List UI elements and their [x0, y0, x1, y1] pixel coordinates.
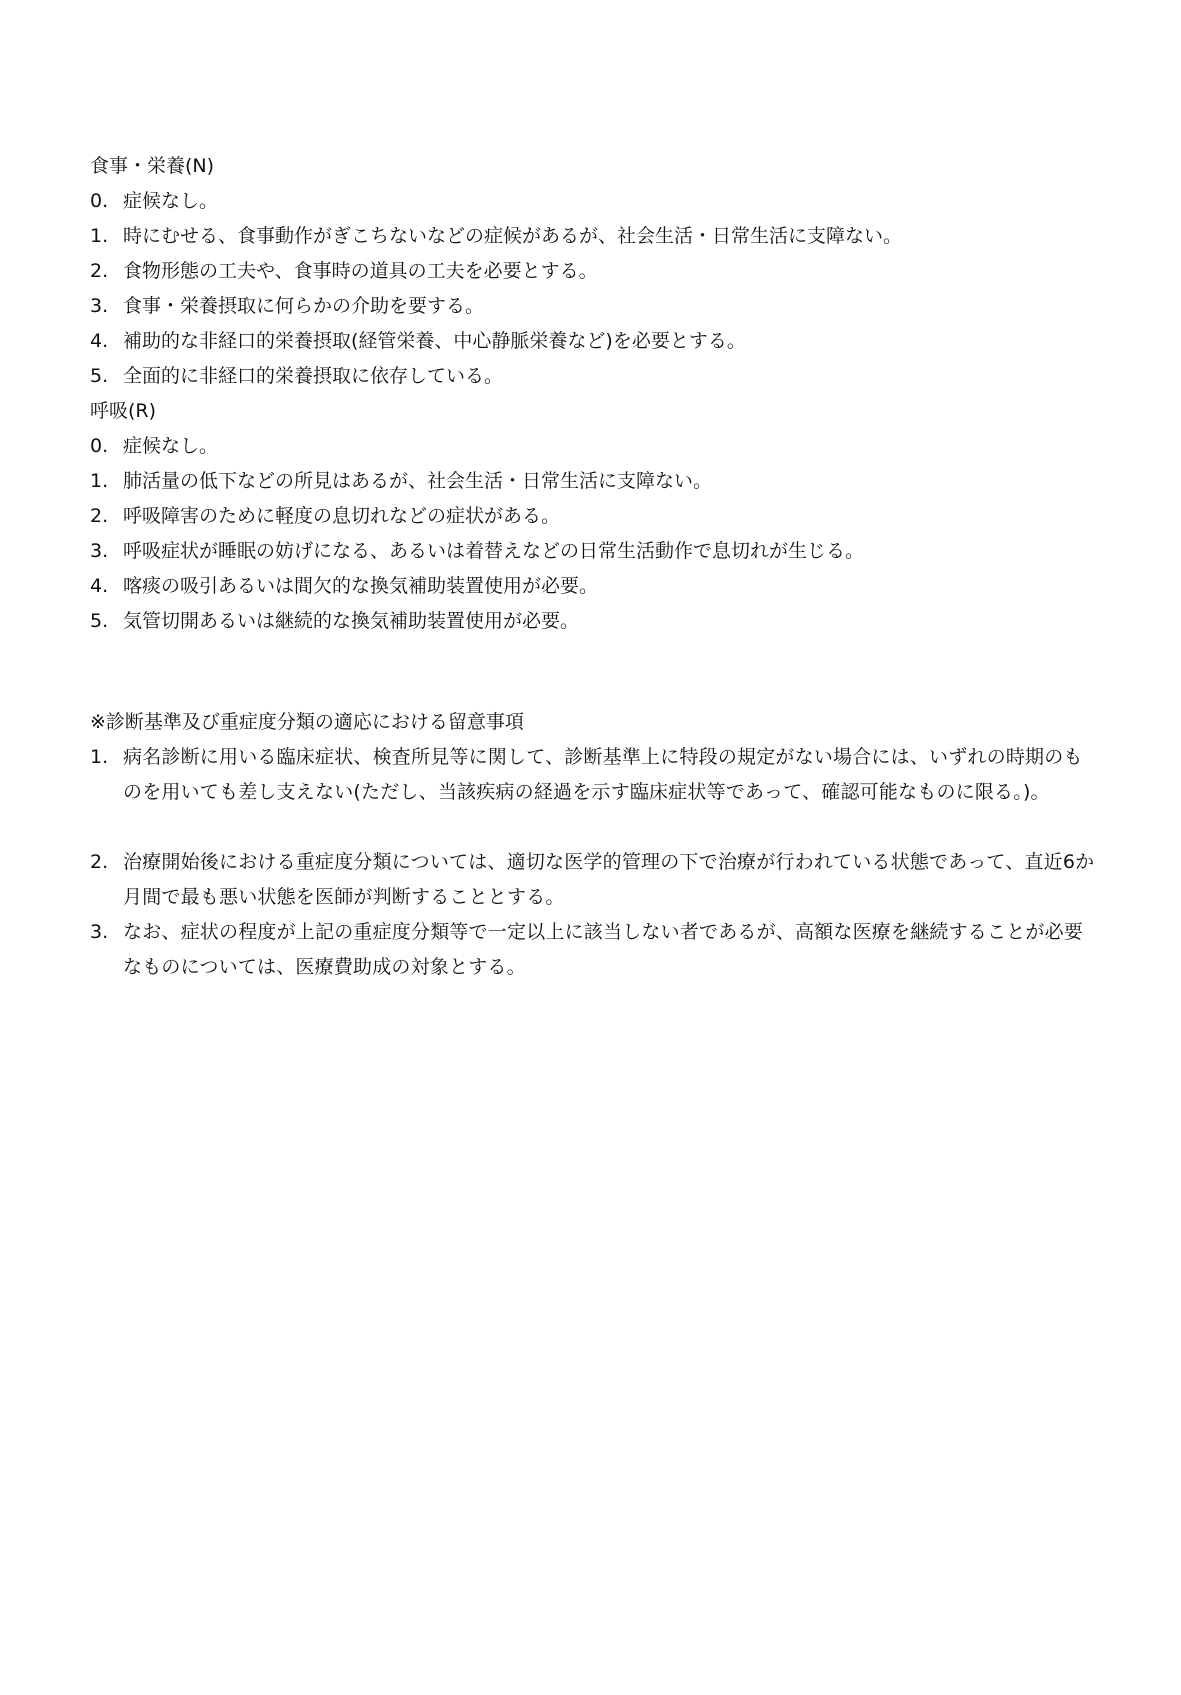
- item-number: 2.: [90, 260, 109, 282]
- item-text: 呼吸障害のために軽度の息切れなどの症状がある。: [123, 505, 561, 527]
- respiration-heading: 呼吸(R): [90, 400, 157, 422]
- nutrition-heading: 食事・栄養(N): [90, 155, 215, 177]
- nutrition-item-4: [90, 329, 746, 353]
- item-text: 喀痰の吸引あるいは間欠的な換気補助装置使用が必要。: [123, 575, 599, 597]
- item-text: 食物形態の工夫や、食事時の道具の工夫を必要とする。: [123, 260, 598, 282]
- item-text: 症候なし。: [123, 435, 219, 457]
- item-number: 0.: [90, 190, 109, 212]
- respiration-item-3: [90, 539, 864, 563]
- item-text: 補助的な非経口的栄養摂取(経管栄養、中心静脈栄養など)を必要とする。: [123, 330, 746, 352]
- item-number: 0.: [90, 435, 109, 457]
- notes-heading: ※診断基準及び重症度分類の適応における留意事項: [90, 711, 524, 733]
- item-text: なお、症状の程度が上記の重症度分類等で一定以上に該当しない者であるが、高額な医療を継続することが必要なものについては、医療費助成の対象とする。: [123, 921, 1084, 978]
- item-number: 4.: [90, 330, 109, 352]
- item-number: 2.: [90, 505, 109, 527]
- item-text: 食事・栄養摂取に何らかの介助を要する。: [123, 295, 485, 317]
- item-text: 全面的に非経口的栄養摂取に依存している。: [123, 365, 504, 387]
- item-number: 3.: [90, 540, 109, 562]
- notes-item-2: [90, 845, 1095, 915]
- item-text: 気管切開あるいは継続的な換気補助装置使用が必要。: [123, 610, 580, 632]
- respiration-item-4: [90, 574, 598, 598]
- notes-item-1: [90, 740, 1095, 810]
- respiration-item-0: [90, 434, 218, 458]
- notes-item-3: [90, 915, 1095, 985]
- nutrition-item-1: [90, 224, 902, 248]
- item-text: 肺活量の低下などの所見はあるが、社会生活・日常生活に支障ない。: [123, 470, 713, 492]
- respiration-item-1: [90, 469, 712, 493]
- item-number: 3.: [90, 921, 109, 943]
- nutrition-item-0: [90, 189, 218, 213]
- respiration-item-5: [90, 609, 579, 633]
- item-number: 1.: [90, 225, 109, 247]
- item-text: 時にむせる、食事動作がぎこちないなどの症候があるが、社会生活・日常生活に支障ない。: [123, 225, 903, 247]
- item-text: 病名診断に用いる臨床症状、検査所見等に関して、診断基準上に特段の規定がない場合には、いずれの時期のものを用いても差し支えない(ただし、当該疾病の経過を示す臨床症状等であって、確認可能なものに限る。)。: [123, 746, 1083, 803]
- item-number: 3.: [90, 295, 109, 317]
- item-number: 1.: [90, 746, 109, 768]
- item-number: 1.: [90, 470, 109, 492]
- nutrition-item-5: [90, 364, 503, 388]
- nutrition-item-2: [90, 259, 598, 283]
- item-number: 5.: [90, 610, 109, 632]
- respiration-item-2: [90, 504, 560, 528]
- item-number: 4.: [90, 575, 109, 597]
- item-text: 症候なし。: [123, 190, 219, 212]
- item-text: 呼吸症状が睡眠の妨げになる、あるいは着替えなどの日常生活動作で息切れが生じる。: [123, 540, 865, 562]
- item-number: 5.: [90, 365, 109, 387]
- nutrition-item-3: [90, 294, 484, 318]
- item-text: 治療開始後における重症度分類については、適切な医学的管理の下で治療が行われている状態であって、直近6か月間で最も悪い状態を医師が判断することとする。: [123, 851, 1095, 908]
- item-number: 2.: [90, 851, 109, 873]
